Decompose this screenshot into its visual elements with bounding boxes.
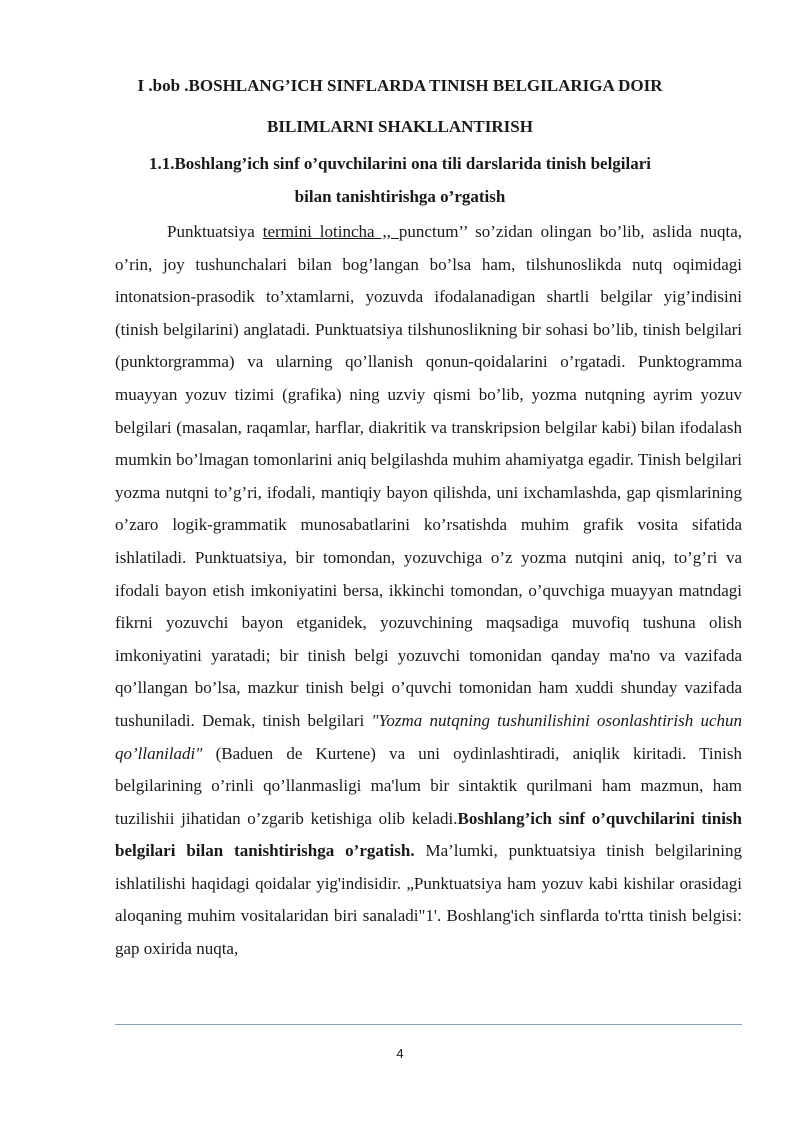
section-title-line-2: bilan tanishtirishga o’rgatish <box>294 187 506 206</box>
page-number: 4 <box>396 1046 404 1061</box>
chapter-title-line-2: BILIMLARNI SHAKLLANTIRISH <box>267 117 533 136</box>
footnote-separator <box>115 1024 742 1025</box>
italic-quote: "Yozma nutqning tushunilishini osonlashtirish uchun qo’llaniladi" <box>115 710 743 763</box>
underlined-text: termini lotincha ,, <box>262 222 399 241</box>
section-title-line-1: 1.1.Boshlang’ich sinf o’quvchilarini ona tili darslarida tinish belgilari <box>148 154 652 173</box>
text-run: Ma’lumki, punktuatsiya tinish belgilarining ishlatilishi haqidagi qoidalar yig'indisidir. „Punktuatsiya ham yozuv kabi kishilar orasidagi aloqaning muhim vositalaridan biri sanaladi"1'. Boshlang'ich sinflarda to'rtta tinish belgisi: gap oxirida nuqta, <box>115 841 742 959</box>
text-run: (Baduen de Kurtene) va uni oydinlashtiradi, aniqlik kiritadi. Tinish belgilarining o’rinli qo’llanmasligi ma'lum bir sintaktik qurilmani ham mazmun, ham tuzilishii jihatidan o’zgarib ketishiga olib keladi. <box>115 743 742 828</box>
chapter-title-line-1: I .bob .BOSHLANG’ICH SINFLARDA TINISH BELGILARIGA DOIR <box>137 76 663 95</box>
text-run: punctum’’ so’zidan olingan bo’lib, aslida nuqta, o’rin, joy tushunchalari bilan bog’langan bo’lsa ham, tilshunoslikda nutq oqimidagi intonatsion-prasodik to’xtamlarni, yozuvda ifodalanadigan shartli belgilar yig’indisini (tinish belgilarini) anglatadi. Punktuatsiya tilshunoslikning bir sohasi bo’lib, tinish belgilari (punktorgramma) va ularning qo’llanish qonun-qoidalarini o’rgatadi. Punktogramma muayyan yozuv tizimi (grafika) ning uzviy qismi bo’lib, yozma nutqning ayrim yozuv belgilari (masalan, raqamlar, harflar, diakritik va transkripsion belgilar kabi) bilan ifodalash mumkin bo’lmagan tomonlarini aniq belgilashda muhim ahamiyatga egadir. Tinish belgilari yozma nutqni to’g’ri, ifodali, mantiqiy bayon qilishda, uni ixchamlashda, gap qismlarining o’zaro logik-grammatik munosabatlarini ko’rsatishda muhim grafik vosita sifatida ishlatiladi. Punktuatsiya, bir tomondan, yozuvchiga o’z yozma nutqini aniq, to’g’ri va ifodali bayon etish imkoniyatini bersa, ikkinchi tomondan, o’quvchiga muayyan matndagi fikrni yozuvchi bayon etganidek, yozuvchining maqsadiga muvofiq tushuna olish imkoniyatini yaratadi; bir tinish belgi yozuvchi tomonidan qanday ma'no va vazifada qo’llangan bo’lsa, mazkur tinish belgi o’quvchi tomonidan ham xuddi shunday vazifada tushuniladi. Demak, tinish belgilari <box>115 222 742 730</box>
body-paragraph <box>115 216 742 966</box>
bold-subheading: Boshlang’ich sinf o’quvchilarini tinish belgilari bilan tanishtirishga o’rgatish. <box>115 808 742 861</box>
text-run: Punktuatsiya <box>167 222 263 241</box>
